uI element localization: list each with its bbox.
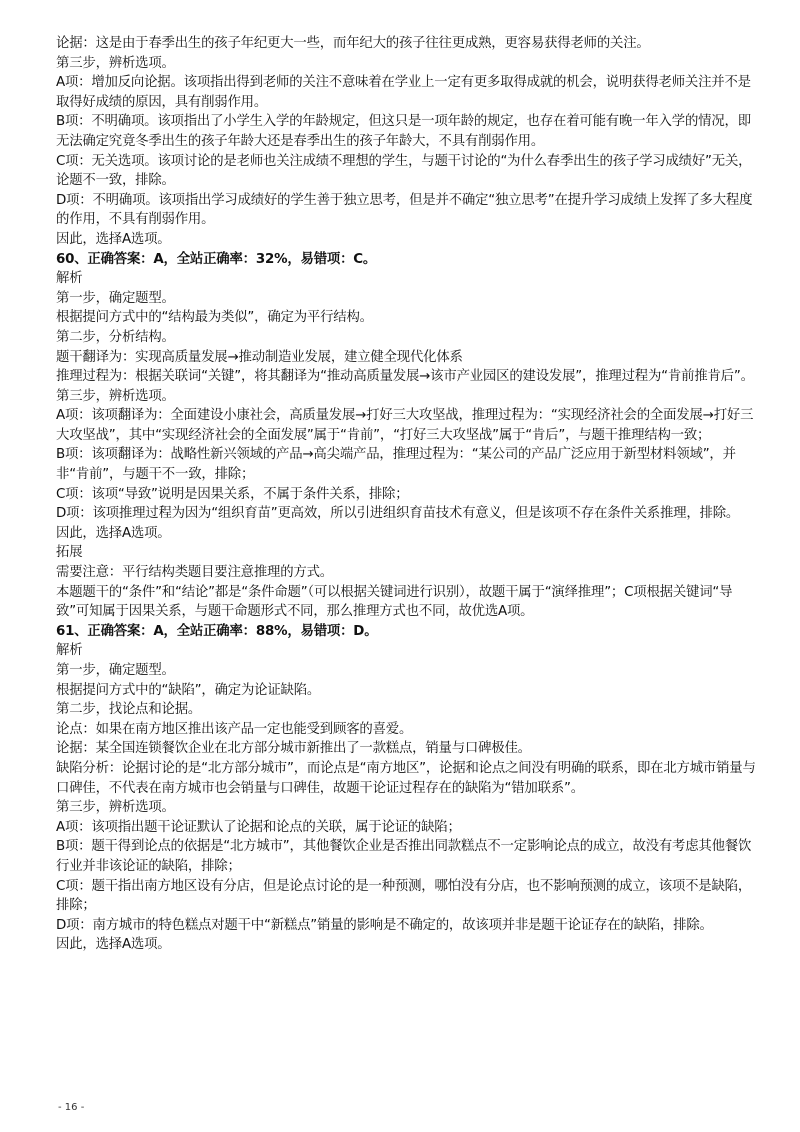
text-line: 第三步，辨析选项。 bbox=[56, 388, 175, 404]
text-line: C项：该项“导致”说明是因果关系，不属于条件关系，排除； bbox=[56, 486, 409, 502]
text-line: 第二步，找论点和论据。 bbox=[56, 702, 202, 718]
text-line: B项：不明确项。该项指出了小学生入学的年龄规定，但这只是一项年龄的规定，也存在着可能有晚一年入学的情况，即无法确定究竟冬季出生的孩子年龄大还是春季出生的孩子年龄大，不具有削弱作用。 bbox=[56, 114, 751, 149]
answer-heading-61: 61、正确答案：A，全站正确率：88%，易错项：D。 bbox=[56, 623, 378, 639]
text-line: B项：该项翻译为：战略性新兴领域的产品→高尖端产品，推理过程为：“某公司的产品广泛应用于新型材料领域”，并非“肯前”，与题干不一致，排除； bbox=[56, 447, 736, 483]
text-line: 论据：某全国连锁餐饮企业在北方部分城市新推出了一款糕点，销量与口碑极佳。 bbox=[56, 741, 531, 757]
page-number: - 16 - bbox=[58, 1102, 85, 1113]
text-line: 第一步，确定题型。 bbox=[56, 290, 175, 306]
text-line: 第一步，确定题型。 bbox=[56, 663, 175, 678]
text-line: 推理过程为：根据关联词“关键”，将其翻译为“推动高质量发展→该市产业园区的建设发展”，推理过程为“肯前推肯后”。 bbox=[56, 369, 754, 385]
text-line: A项：该项指出题干论证默认了论据和论点的关联，属于论证的缺陷； bbox=[56, 819, 461, 835]
text-line: D项：该项推理过程为因为“组织育苗”更高效，所以引进组织育苗技术有意义，但是该项不存在条件关系推理，排除。 bbox=[56, 506, 740, 522]
text-line: 论据：这是由于春季出生的孩子年纪更大一些，而年纪大的孩子往往更成熟，更容易获得老师的关注。 bbox=[56, 36, 650, 51]
text-line: 解析 bbox=[56, 643, 83, 659]
text-line: 第三步，辨析选项。 bbox=[56, 55, 175, 71]
text-line: C项：题干指出南方地区设有分店，但是论点讨论的是一种预测，哪怕没有分店，也不影响预测的成立，该项不是缺陷，排除； bbox=[56, 878, 752, 914]
answer-heading-60: 60、正确答案：A，全站正确率：32%，易错项：C。 bbox=[56, 251, 377, 267]
text-line: A项：增加反向论据。该项指出得到老师的关注不意味着在学业上一定有更多取得成就的机会，说明获得老师关注并不是取得好成绩的原因，具有削弱作用。 bbox=[56, 75, 751, 110]
text-line: 拓展 bbox=[56, 545, 83, 561]
text-line: 因此，选择A选项。 bbox=[56, 525, 171, 541]
text-line: 因此，选择A选项。 bbox=[56, 937, 171, 953]
text-line: B项：题干得到论点的依据是“北方城市”，其他餐饮企业是否推出同款糕点不一定影响论点的成立，故没有考虑其他餐饮行业并非该论证的缺陷，排除； bbox=[56, 839, 752, 874]
text-line: 解析 bbox=[56, 271, 83, 287]
text-line: A项：该项翻译为：全面建设小康社会，高质量发展→打好三大攻坚战，推理过程为：“实现经济社会的全面发展→打好三大攻坚战”，其中“实现经济社会的全面发展”属于“肯前”，“打好三大攻坚战”属于“肯后”，与题干推理结构一致； bbox=[56, 408, 754, 443]
text-line: C项：无关选项。该项讨论的是老师也关注成绩不理想的学生，与题干讨论的“为什么春季出生的孩子学习成绩好”无关，论题不一致，排除。 bbox=[56, 153, 752, 189]
text-line: 根据提问方式中的“缺陷”，确定为论证缺陷。 bbox=[56, 682, 321, 698]
text-line: 第二步，分析结构。 bbox=[56, 329, 175, 345]
text-line: 需要注意：平行结构类题目要注意推理的方式。 bbox=[56, 565, 334, 581]
text-line: 缺陷分析：论据讨论的是“北方部分城市”，而论点是“南方地区”，论据和论点之间没有明确的联系，即在北方城市销量与口碑佳，不代表在南方城市也会销量与口碑佳，故题干论证过程存在的缺陷为“错加联系”。 bbox=[56, 760, 756, 796]
text-line: D项：南方城市的特色糕点对题干中“新糕点”销量的影响是不确定的，故该项并非是题干论证存在的缺陷，排除。 bbox=[56, 917, 713, 933]
text-line: 第三步，辨析选项。 bbox=[56, 800, 175, 816]
text-line: 因此，选择A选项。 bbox=[56, 231, 171, 247]
text-line: 根据提问方式中的“结构最为类似”，确定为平行结构。 bbox=[56, 310, 373, 326]
document-body bbox=[56, 34, 756, 955]
text-line: 本题题干的“条件”和“结论”都是“条件命题”（可以根据关键词进行识别），故题干属于“演绎推理”；C项根据关键词“导致”可知属于因果关系，与题干命题形式不同，那么推理方式也不同，故优选A项。 bbox=[56, 584, 733, 620]
text-line: 论点：如果在南方地区推出该产品一定也能受到顾客的喜爱。 bbox=[56, 721, 413, 737]
text-line: 题干翻译为：实现高质量发展→推动制造业发展，建立健全现代化体系 bbox=[56, 349, 463, 365]
text-line: D项：不明确项。该项指出学习成绩好的学生善于独立思考，但是并不确定“独立思考”在提升学习成绩上发挥了多大程度的作用，不具有削弱作用。 bbox=[56, 192, 753, 228]
